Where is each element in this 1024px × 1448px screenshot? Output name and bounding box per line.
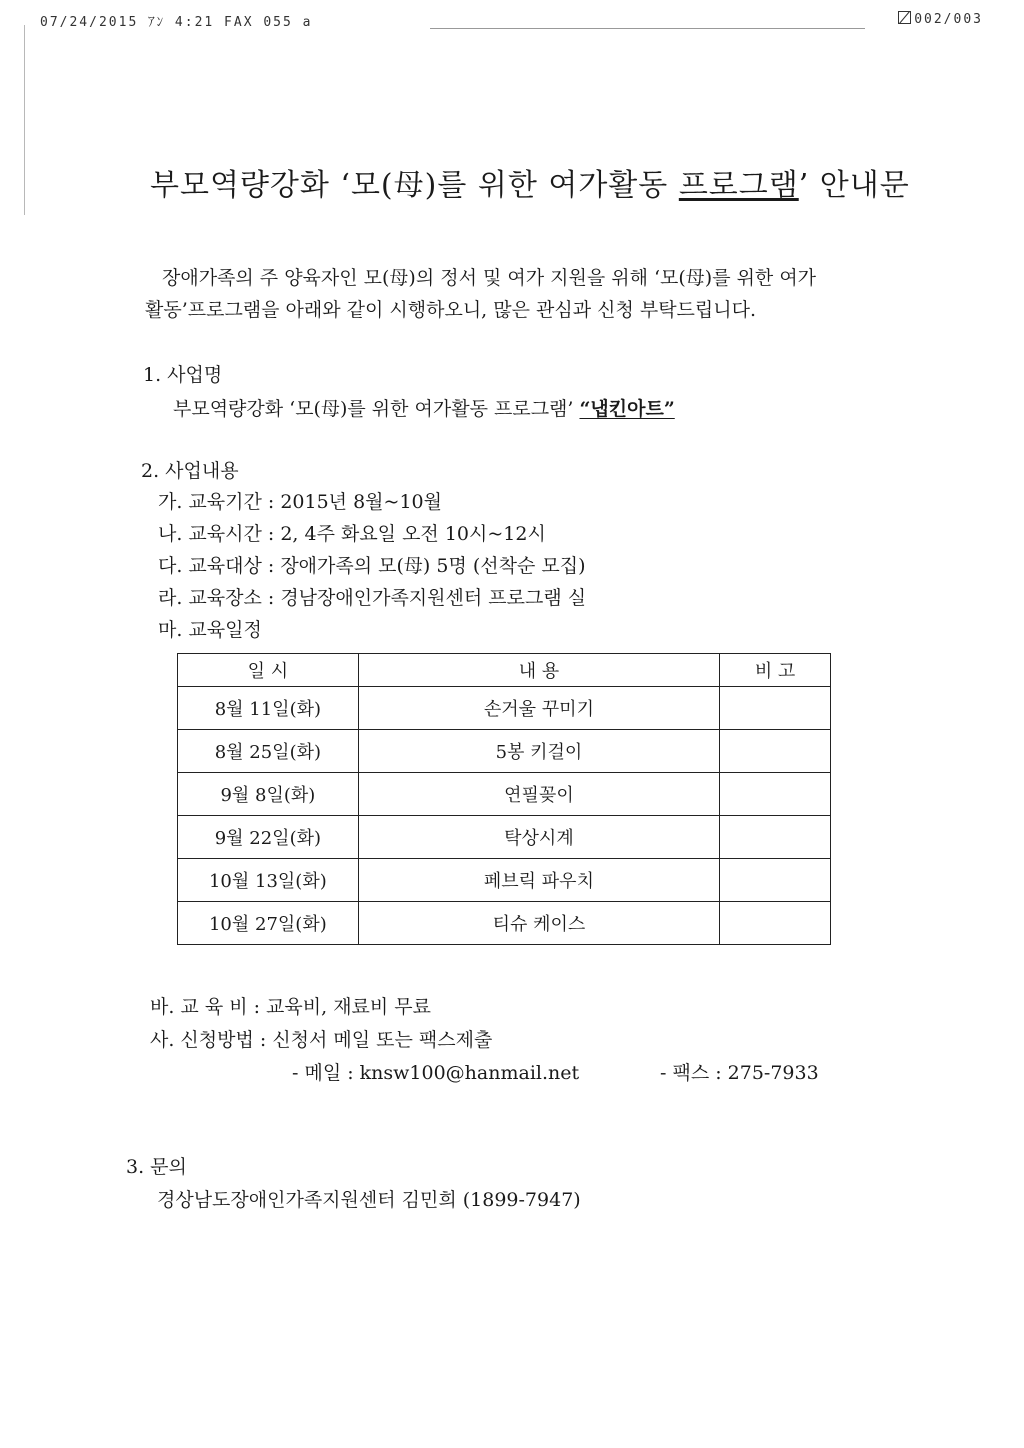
item-time: 나. 교육시간 : 2, 4주 화요일 오전 10시~12시 — [158, 523, 546, 545]
row-note — [720, 902, 831, 945]
row-content: 탁상시계 — [358, 816, 719, 859]
section1-body — [173, 394, 675, 421]
intro-paragraph — [145, 262, 925, 326]
row-note — [720, 730, 831, 773]
row-date: 9월 22일(화) — [178, 816, 359, 859]
section3-heading: 3. 문의 — [126, 1156, 187, 1178]
item-fee: 바. 교 육 비 : 교육비, 재료비 무료 — [150, 996, 432, 1018]
item-target: 다. 교육대상 : 장애가족의 모(母) 5명 (선착순 모집) — [158, 555, 586, 577]
table-row — [178, 730, 831, 773]
program-name: 부모역량강화 ‘모(母)를 위한 여가활동 프로그램’ — [173, 398, 574, 420]
row-note — [720, 859, 831, 902]
table-header-row — [178, 654, 831, 687]
section2-heading: 2. 사업내용 — [141, 460, 239, 482]
table-row — [178, 816, 831, 859]
apply-email: - 메일 : knsw100@hanmail.net — [292, 1062, 580, 1084]
fax-page-count: 002/003 — [914, 12, 983, 27]
section1-heading: 1. 사업명 — [143, 364, 223, 386]
title-main: 부모역량강화 ‘모(母)를 위한 여가활동 — [150, 168, 679, 203]
row-date: 8월 25일(화) — [178, 730, 359, 773]
apply-fax: - 팩스 : 275-7933 — [660, 1062, 819, 1084]
row-content: 손거울 꾸미기 — [358, 687, 719, 730]
row-date: 8월 11일(화) — [178, 687, 359, 730]
row-note — [720, 687, 831, 730]
fax-header-rule — [430, 28, 865, 29]
item-apply: 사. 신청방법 : 신청서 메일 또는 팩스제출 — [150, 1029, 493, 1051]
table-row — [178, 902, 831, 945]
fax-header-right — [898, 11, 983, 27]
program-emphasis: “냅킨아트” — [579, 398, 675, 420]
table-row — [178, 687, 831, 730]
row-date: 10월 27일(화) — [178, 902, 359, 945]
section3-body: 경상남도장애인가족지원센터 김민희 (1899-7947) — [157, 1189, 581, 1211]
item-period: 가. 교육기간 : 2015년 8월~10월 — [158, 491, 442, 513]
header-note: 비 고 — [720, 654, 831, 687]
page-title — [150, 160, 930, 204]
fax-header — [40, 8, 1005, 30]
table-row — [178, 859, 831, 902]
header-date: 일 시 — [178, 654, 359, 687]
title-underlined: 프로그램 — [678, 168, 799, 203]
row-date: 9월 8일(화) — [178, 773, 359, 816]
schedule-table — [177, 653, 831, 945]
intro-line-1: 장애가족의 주 양육자인 모(母)의 정서 및 여가 지원을 위해 ‘모(母)를 위한 여가 — [162, 267, 817, 289]
fax-checkbox-icon — [898, 11, 911, 24]
fax-header-left: 07/24/2015 ｱﾝ 4:21 FAX 055 a — [40, 15, 313, 30]
header-content: 내 용 — [358, 654, 719, 687]
item-location: 라. 교육장소 : 경남장애인가족지원센터 프로그램 실 — [158, 587, 587, 609]
table-row — [178, 773, 831, 816]
row-content: 티슈 케이스 — [358, 902, 719, 945]
scan-margin-line — [24, 25, 25, 215]
title-end: ’ 안내문 — [798, 168, 910, 203]
row-content: 5봉 키걸이 — [358, 730, 719, 773]
intro-line-2: 활동’프로그램을 아래와 같이 시행하오니, 많은 관심과 신청 부탁드립니다. — [145, 299, 757, 321]
row-content: 연필꽂이 — [358, 773, 719, 816]
item-schedule: 마. 교육일정 — [158, 619, 262, 641]
row-content: 페브릭 파우치 — [358, 859, 719, 902]
row-date: 10월 13일(화) — [178, 859, 359, 902]
row-note — [720, 773, 831, 816]
row-note — [720, 816, 831, 859]
